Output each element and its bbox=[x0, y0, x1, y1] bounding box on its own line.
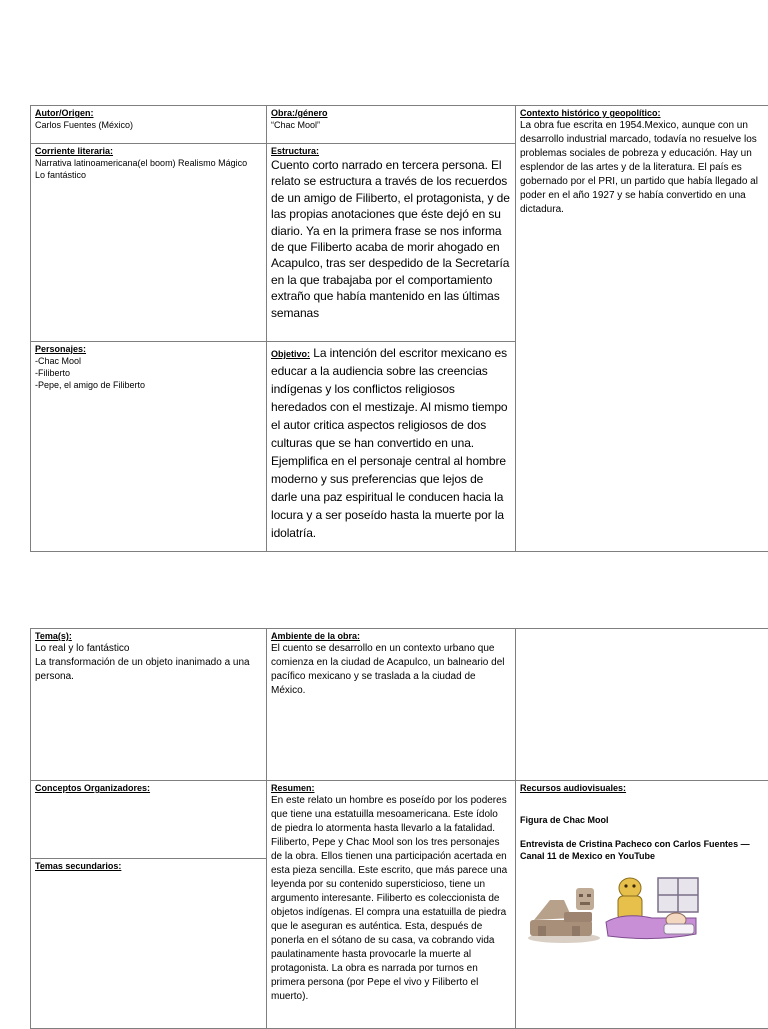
resumen-label: Resumen: bbox=[271, 783, 511, 794]
personaje-item: -Pepe, el amigo de Filiberto bbox=[35, 379, 262, 391]
obra-genero-value: “Chac Mool” bbox=[271, 119, 511, 131]
resumen-text: En este relato un hombre es poseído por los poderes que tiene una estatuilla mesoamericana. Este ídolo de piedra lo atormenta hasta llevarlo a la fatalidad. Filiberto, Pepe y Chac Mool son los tres personajes de la obra. Ellos tienen una participación acertada en esta pieza sencilla. Este escrito, que más parece una leyenda por su contenido supersticioso, tiene un argumento interesante. Filiberto es coleccionista de objetos indígenas. El compra una estatuilla de piedra que le aseguran es auténtica. Esta, después de ponerla en el sótano de su casa, va cobrando vida paulatinamente hasta provocarle la muerte al protagonista. La obra es narrada por turnos en primera persona (por Pepe el vivo y Filiberto el muerto). bbox=[271, 794, 511, 1004]
obra-genero-label: Obra:/género bbox=[271, 108, 511, 119]
autor-origen-value: Carlos Fuentes (México) bbox=[35, 119, 262, 131]
estructura-cell bbox=[267, 144, 516, 342]
contexto-label: Contexto histórico y geopolítico: bbox=[520, 108, 764, 119]
tema-item: Lo real y lo fantástico bbox=[35, 642, 262, 656]
recurso-item: Entrevista de Cristina Pacheco con Carlos Fuentes — Canal 11 de Mexico en YouTube bbox=[520, 838, 764, 862]
personaje-item: -Filiberto bbox=[35, 367, 262, 379]
autor-origen-label: Autor/Origen: bbox=[35, 108, 262, 119]
personajes-label: Personajes: bbox=[35, 344, 262, 355]
audiovisual-illustrations bbox=[524, 876, 700, 946]
personaje-item: -Chac Mool bbox=[35, 355, 262, 367]
summary-table-top bbox=[30, 105, 768, 552]
objetivo-text: La intención del escritor mexicano es educar a la audiencia sobre las creencias indígenas y los conflictos religiosos heredados con el mestizaje. Al mismo tiempo el autor critica aspectos religiosos de dos culturas que se han convertido en una. Ejemplifica en el personaje central al hombre moderno y sus preferencias que lejos de darle una paz espiritual le conducen hacia la locura y a ser poseído hasta la muerte por la idolatría. bbox=[271, 346, 507, 540]
resumen-cell bbox=[267, 781, 516, 1029]
objetivo-cell bbox=[267, 342, 516, 552]
corriente-line: Lo fantástico bbox=[35, 169, 262, 181]
conceptos-cell bbox=[31, 781, 267, 859]
contexto-cell bbox=[516, 106, 768, 552]
recursos-cell bbox=[516, 781, 768, 1029]
ambiente-text: El cuento se desarrollo en un contexto urbano que comienza en la ciudad de Acapulco, un balneario del pacífico mexicano y se traslada a la ciudad de México. bbox=[271, 642, 511, 698]
obra-genero-cell bbox=[267, 106, 516, 144]
empty-cell bbox=[516, 629, 768, 781]
objetivo-label: Objetivo: bbox=[271, 349, 310, 359]
estructura-label: Estructura: bbox=[271, 146, 511, 157]
tema-item: La transformación de un objeto inanimado a una persona. bbox=[35, 656, 262, 684]
contexto-text: La obra fue escrita en 1954.Mexico, aunque con un desarrollo industrial marcado, todavía no resuelve los problemas sociales de pobreza y educación. Hay un esplendor de las artes y de la literatura. El país es gobernado por el PRI, un partido que había llegado al poder en el año 1927 y se había convertido en una dictadura. bbox=[520, 119, 764, 217]
temas-cell bbox=[31, 629, 267, 781]
temas-secundarios-cell bbox=[31, 859, 267, 1029]
temas-secundarios-label: Temas secundarios: bbox=[35, 861, 262, 872]
recursos-label: Recursos audiovisuales: bbox=[520, 783, 764, 794]
cartoon-yellow-figure-image bbox=[604, 876, 700, 942]
estructura-text: Cuento corto narrado en tercera persona. El relato se estructura a través de los recuerdos de un amigo de Filiberto, el protagonista, y de las propias anotaciones que éste dejó en su diario. Ya en la primera frase se nos informa de que Filiberto acaba de morir ahogado en Acapulco, tras ser despedido de la Secretaría en la que trabajaba por el comportamiento extraño que había mantenido en las últimas semanas bbox=[271, 157, 511, 321]
conceptos-label: Conceptos Organizadores: bbox=[35, 783, 262, 794]
chac-mool-statue-image bbox=[524, 882, 602, 944]
corriente-line: Narrativa latinoamericana(el boom) Realismo Mágico bbox=[35, 157, 262, 169]
recurso-item: Figura de Chac Mool bbox=[520, 814, 764, 826]
ambiente-label: Ambiente de la obra: bbox=[271, 631, 511, 642]
corriente-label: Corriente literaria: bbox=[35, 146, 262, 157]
temas-label: Tema(s): bbox=[35, 631, 262, 642]
corriente-cell bbox=[31, 144, 267, 342]
autor-origen-cell bbox=[31, 106, 267, 144]
personajes-cell bbox=[31, 342, 267, 552]
ambiente-cell bbox=[267, 629, 516, 781]
summary-table-bottom bbox=[30, 628, 768, 1029]
